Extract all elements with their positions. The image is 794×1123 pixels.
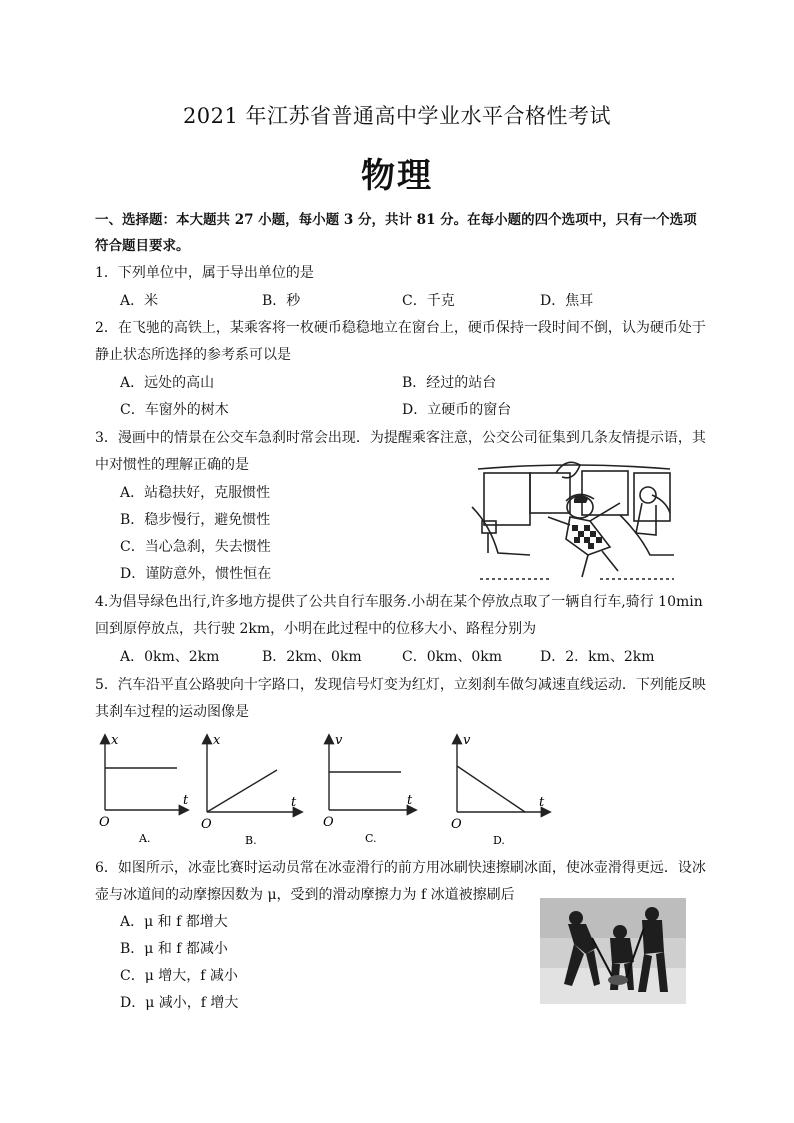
question-1-stem: 1．下列单位中，属于导出单位的是 <box>95 265 314 281</box>
question-2-option-c: C．车窗外的树木 <box>120 402 229 418</box>
graph-b-x-label: t <box>291 795 297 810</box>
graph-d-origin: O <box>451 817 462 832</box>
question-2-option-d: D．立硬币的窗台 <box>402 402 512 418</box>
question-2-stem-line2: 静止状态所选择的参考系可以是 <box>95 347 291 363</box>
section-heading-line1: 一、选择题：本大题共 27 小题，每小题 3 分，共计 81 分。在每小题的四个选项中，只有一个选项 <box>95 212 697 228</box>
graph-b-origin: O <box>201 817 212 832</box>
question-4-stem-line1: 4.为倡导绿色出行,许多地方提供了公共自行车服务.小胡在某个停放点取了一辆自行车,骑行 10min <box>95 594 703 610</box>
question-2-option-b: B．经过的站台 <box>402 375 497 391</box>
question-1-option-d: D．焦耳 <box>540 293 594 309</box>
graph-a-caption: A. <box>139 832 151 845</box>
curling-photo <box>540 898 686 1004</box>
question-4-option-a: A．0km、2km <box>120 649 220 665</box>
question-2-stem-line1: 2．在飞驰的高铁上，某乘客将一枚硬币稳稳地立在窗台上，硬币保持一段时间不倒，认为硬币处于 <box>95 320 706 336</box>
graph-c-origin: O <box>323 815 334 830</box>
question-3-option-a: A．站稳扶好，克服惯性 <box>120 485 271 501</box>
motion-graphs <box>95 730 545 850</box>
subject-title: 物理 <box>361 156 433 196</box>
bus-braking-cartoon <box>470 455 680 585</box>
question-3-stem-line2: 中对惯性的理解正确的是 <box>95 457 249 473</box>
graph-a-x-label: t <box>183 793 189 808</box>
graph-a-y-label: x <box>111 733 119 748</box>
graph-c-y-label: v <box>335 733 343 748</box>
question-4-stem-line2: 回到原停放点，共行驶 2km，小明在此过程中的位移大小、路程分别为 <box>95 621 537 637</box>
question-3-option-d: D．谨防意外，惯性恒在 <box>120 566 272 582</box>
question-4-option-d: D．2．km、2km <box>540 649 655 665</box>
question-3-option-b: B．稳步慢行，避免惯性 <box>120 512 271 528</box>
graph-d <box>457 736 549 812</box>
graph-d-caption: D. <box>493 834 505 847</box>
question-4-option-c: C．0km、0km <box>402 649 503 665</box>
question-3-stem-line1: 3．漫画中的情景在公交车急刹时常会出现．为提醒乘客注意，公交公司征集到几条友情提示语，其 <box>95 430 706 446</box>
question-5-stem-line1: 5．汽车沿平直公路驶向十字路口，发现信号灯变为红灯，立刻刹车做匀减速直线运动．下列能反映 <box>95 677 706 693</box>
question-1-option-b: B．秒 <box>262 293 301 309</box>
section-heading-line2: 符合题目要求。 <box>95 238 190 254</box>
question-4-option-b: B．2km、0km <box>262 649 362 665</box>
graph-b-caption: B. <box>245 834 257 847</box>
graph-b-y-label: x <box>213 733 221 748</box>
graph-a-origin: O <box>99 815 110 830</box>
question-3-option-c: C．当心急刹，失去惯性 <box>120 539 271 555</box>
graph-c-x-label: t <box>407 793 413 808</box>
exam-title: 2021 年江苏省普通高中学业水平合格性考试 <box>182 104 612 128</box>
question-1-option-c: C．千克 <box>402 293 455 309</box>
question-1-option-a: A．米 <box>120 293 159 309</box>
question-6-option-c: C．μ 增大，f 减小 <box>120 968 238 984</box>
graph-d-x-label: t <box>539 795 545 810</box>
question-6-option-a: A．μ 和 f 都增大 <box>120 914 228 930</box>
question-6-option-d: D．μ 减小，f 增大 <box>120 995 239 1011</box>
graph-b <box>207 736 301 812</box>
question-6-stem-line1: 6．如图所示，冰壶比赛时运动员常在冰壶滑行的前方用冰刷快速擦刷冰面，使冰壶滑得更远．设冰 <box>95 860 706 876</box>
graph-c-caption: C. <box>365 832 377 845</box>
question-6-option-b: B．μ 和 f 都减小 <box>120 941 228 957</box>
question-5-stem-line2: 其刹车过程的运动图像是 <box>95 704 249 720</box>
question-2-option-a: A．远处的高山 <box>120 375 215 391</box>
graph-d-y-label: v <box>463 733 471 748</box>
question-6-stem-line2: 壶与冰道间的动摩擦因数为 μ，受到的滑动摩擦力为 f 冰道被擦刷后 <box>95 887 515 903</box>
